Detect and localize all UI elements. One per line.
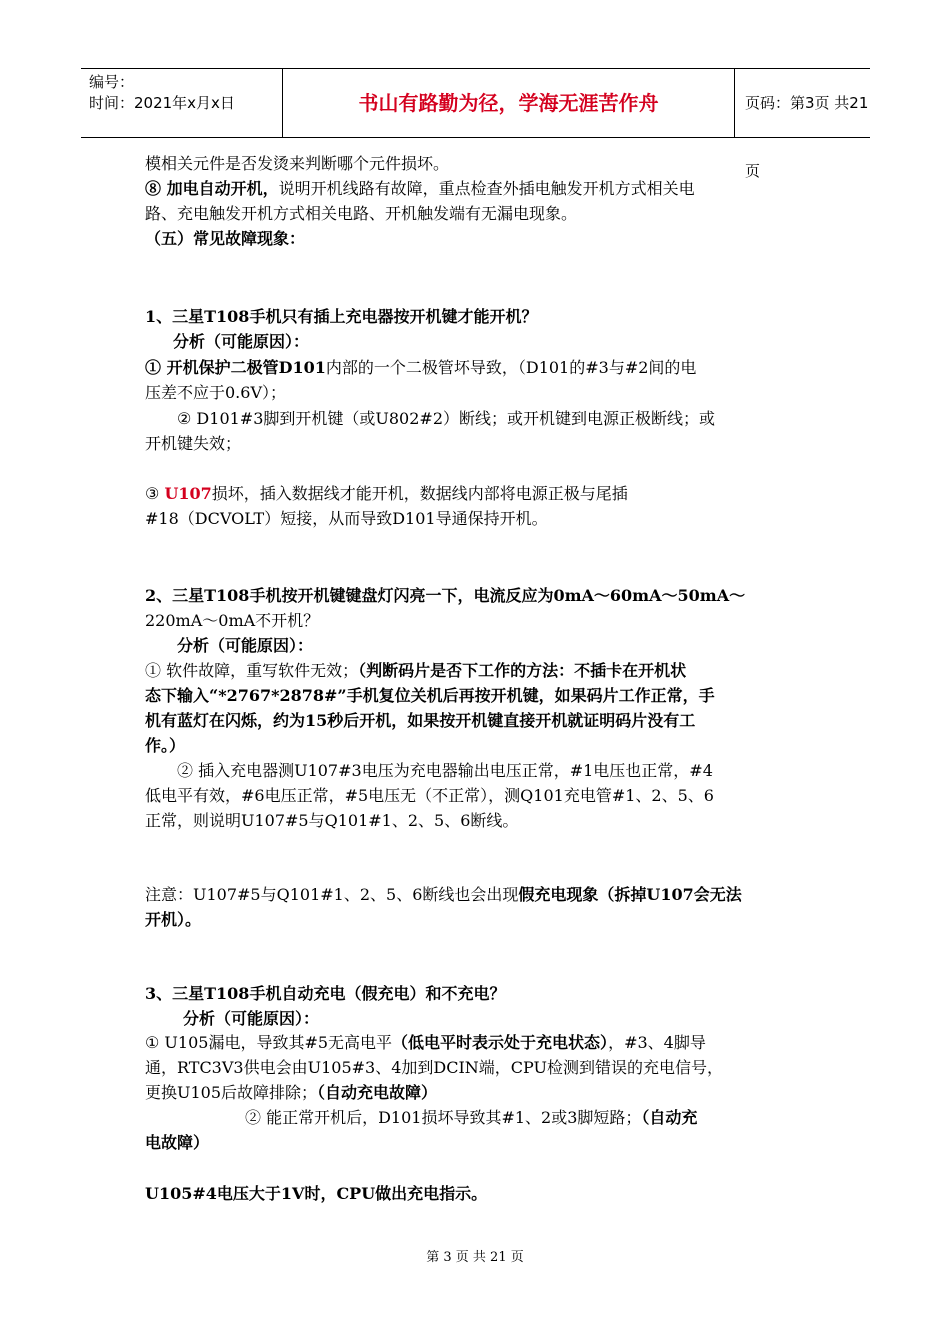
- text-line: 压差不应于0.6V）；: [145, 383, 287, 402]
- text-line: U105#4电压大于1V时，CPU做出充电指示。: [145, 1184, 488, 1203]
- text-line: 模相关元件是否发烫来判断哪个元件损坏。: [145, 154, 450, 173]
- text-line: ② 插入充电器测U107#3电压为充电器输出电压正常，#1电压也正常，#4: [177, 761, 713, 780]
- text-line: ① U105漏电，导致其#5无高电平（低电平时表示处于充电状态），#3、4脚导: [145, 1033, 706, 1052]
- header-page-info: 页码：第3页 共21页: [745, 94, 869, 180]
- question-heading: 3、三星T108手机自动充电（假充电）和不充电？: [145, 984, 506, 1003]
- header-motto: 书山有路勤为径，学海无涯苦作舟: [283, 69, 735, 137]
- text-line: ⑧ 加电自动开机，说明开机线路有故障，重点检查外插电触发开机方式相关电: [145, 179, 695, 198]
- text-line: 路、充电触发开机方式相关电路、开机触发端有无漏电现象。: [145, 204, 578, 223]
- analysis-label: 分析（可能原因）：: [177, 636, 314, 655]
- question-heading: 1、三星T108手机只有插上充电器按开机键才能开机？: [145, 307, 538, 326]
- text-line: 正常，则说明U107#5与Q101#1、2、5、6断线。: [145, 811, 519, 830]
- page-footer: 第 3 页 共 21 页: [426, 1250, 524, 1265]
- text-line: 态下输入“*2767*2878#”手机复位关机后再按开机键，如果码片工作正常，手: [145, 686, 715, 705]
- header-meta: [81, 69, 283, 137]
- text-line: 更换U105后故障排除；（自动充电故障）: [145, 1083, 438, 1102]
- note-line: 开机）。: [145, 910, 202, 929]
- text-line: 低电平有效，#6电压正常，#5电压无（不正常），测Q101充电管#1、2、5、6: [145, 786, 714, 805]
- text-line: #18（DCVOLT）短接，从而导致D101导通保持开机。: [145, 509, 548, 528]
- analysis-label: 分析（可能原因）：: [183, 1009, 320, 1028]
- text-line: 通，RTC3V3供电会由U105#3、4加到DCIN端，CPU检测到错误的充电信号，: [145, 1058, 723, 1077]
- text-line: ② D101#3脚到开机键（或U802#2）断线；或开机键到电源正极断线；或: [177, 409, 715, 428]
- analysis-label: 分析（可能原因）：: [173, 332, 310, 351]
- text-line: ③ U107损坏，插入数据线才能开机，数据线内部将电源正极与尾插: [145, 484, 628, 503]
- note-line: 注意：U107#5与Q101#1、2、5、6断线也会出现假充电现象（拆掉U107会无法: [145, 885, 742, 904]
- date-label: 时间：2021年x月x日: [89, 94, 235, 112]
- text-line: 开机键失效；: [145, 434, 242, 453]
- text-line: ① 软件故障，重写软件无效；（判断码片是否下工作的方法：不插卡在开机状: [145, 661, 687, 680]
- text-line: 220mA～0mA不开机？: [145, 611, 320, 630]
- text-line: 电故障）: [145, 1133, 210, 1152]
- text-line: ① 开机保护二极管D101内部的一个二极管坏导致，（D101的#3与#2间的电: [145, 358, 697, 377]
- text-line: 作。）: [145, 736, 186, 755]
- question-heading: 2、三星T108手机按开机键键盘灯闪亮一下，电流反应为0mA～60mA～50mA～: [145, 586, 746, 605]
- text-line: ② 能正常开机后，D101损坏导致其#1、2或3脚短路；（自动充: [245, 1108, 698, 1127]
- section-heading: （五）常见故障现象：: [145, 229, 306, 248]
- text-line: 机有蓝灯在闪烁，约为15秒后开机，如果按开机键直接开机就证明码片没有工: [145, 711, 696, 730]
- number-label: 编号：: [89, 73, 135, 91]
